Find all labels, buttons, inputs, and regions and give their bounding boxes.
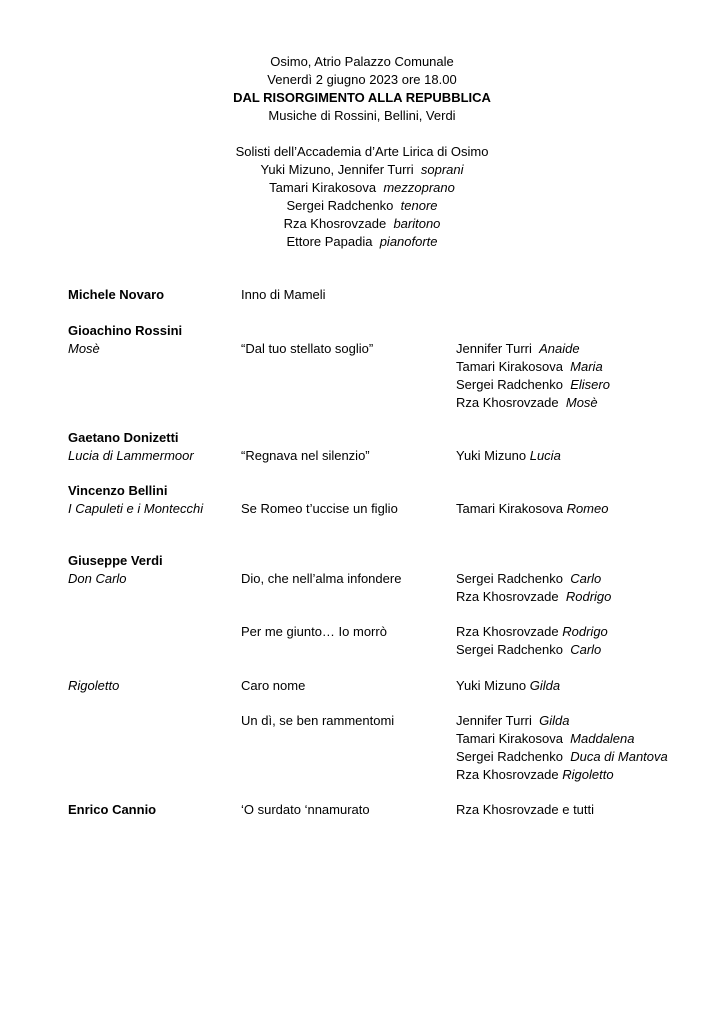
program-row bbox=[68, 641, 708, 659]
singer-name: Tamari Kirakosova bbox=[456, 501, 563, 516]
singer-name: Rza Khosrovzade bbox=[456, 624, 559, 639]
piece-title: Per me giunto… Io morrò bbox=[241, 624, 387, 639]
cast-line bbox=[456, 394, 716, 412]
concert-subtitle: Musiche di Rossini, Bellini, Verdi bbox=[268, 108, 456, 123]
singer-name: Rza Khosrovzade bbox=[456, 767, 559, 782]
piece-title: Un dì, se ben rammentomi bbox=[241, 713, 395, 728]
program-row bbox=[68, 766, 708, 784]
piece-title: Se Romeo t’uccise un figlio bbox=[241, 501, 398, 516]
program-row bbox=[68, 730, 708, 748]
composer-name: Giuseppe Verdi bbox=[68, 553, 163, 568]
spacer bbox=[0, 125, 724, 143]
program-row bbox=[68, 482, 708, 500]
singer-name: Rza Khosrovzade bbox=[456, 395, 559, 410]
cast-line bbox=[456, 641, 716, 659]
singer-name: Sergei Radchenko bbox=[456, 642, 563, 657]
composer-name: Gaetano Donizetti bbox=[68, 430, 179, 445]
performer-line bbox=[0, 215, 724, 233]
program-row bbox=[68, 376, 708, 394]
role-name: Anaide bbox=[539, 341, 580, 356]
composer-name: Gioachino Rossini bbox=[68, 323, 183, 338]
performer-line bbox=[0, 161, 724, 179]
program-row bbox=[68, 429, 708, 447]
program-row bbox=[68, 322, 708, 340]
opera-title: Don Carlo bbox=[68, 571, 127, 586]
piece-title: Caro nome bbox=[241, 678, 306, 693]
performer-line bbox=[0, 197, 724, 215]
program-row bbox=[68, 623, 708, 641]
program-row bbox=[68, 588, 708, 606]
program-row bbox=[68, 712, 708, 730]
composer-name: Michele Novaro bbox=[68, 287, 165, 302]
role-name: Elisero bbox=[570, 377, 610, 392]
singer-name: Jennifer Turri bbox=[456, 341, 532, 356]
opera-title: Lucia di Lammermoor bbox=[68, 448, 194, 463]
performers-line: Rza Khosrovzade e tutti bbox=[456, 802, 595, 817]
performer-line bbox=[0, 179, 724, 197]
role-name: Duca di Mantova bbox=[570, 749, 668, 764]
cast-line bbox=[456, 500, 716, 518]
program-row bbox=[68, 447, 708, 465]
performer-line bbox=[0, 233, 724, 251]
role-name: Mosè bbox=[565, 395, 598, 410]
singer-name: Sergei Radchenko bbox=[456, 571, 563, 586]
program-row bbox=[68, 394, 708, 412]
performer-names: Yuki Mizuno, Jennifer Turri bbox=[260, 162, 414, 177]
performer-role: pianoforte bbox=[379, 234, 438, 249]
role-name: Rodrigo bbox=[562, 624, 608, 639]
concert-title: DAL RISORGIMENTO ALLA REPUBBLICA bbox=[233, 90, 491, 105]
program-row bbox=[68, 748, 708, 766]
performer-names: Rza Khosrovzade bbox=[283, 216, 387, 231]
cast-line bbox=[456, 588, 716, 606]
role-name: Romeo bbox=[566, 501, 609, 516]
cast-line bbox=[456, 447, 716, 465]
role-name: Rigoletto bbox=[562, 767, 614, 782]
program-row bbox=[68, 286, 708, 304]
program-row bbox=[68, 570, 708, 588]
concert-date: Venerdì 2 giugno 2023 ore 18.00 bbox=[267, 72, 457, 87]
singer-name: Yuki Mizuno bbox=[456, 448, 527, 463]
performer-names: Sergei Radchenko bbox=[286, 198, 394, 213]
opera-title: Rigoletto bbox=[68, 678, 120, 693]
cast-line bbox=[456, 358, 716, 376]
program-row bbox=[68, 500, 708, 518]
role-name: Gilda bbox=[539, 713, 570, 728]
cast-line bbox=[456, 570, 716, 588]
cast-line bbox=[456, 766, 716, 784]
role-name: Rodrigo bbox=[565, 589, 612, 604]
opera-title: I Capuleti e i Montecchi bbox=[68, 501, 204, 516]
opera-title: Mosè bbox=[68, 341, 100, 356]
concert-header bbox=[0, 53, 724, 251]
performer-role: mezzoprano bbox=[383, 180, 455, 195]
role-name: Carlo bbox=[570, 571, 602, 586]
cast-line bbox=[456, 748, 716, 766]
role-name: Maria bbox=[570, 359, 603, 374]
cast-line bbox=[456, 623, 716, 641]
ensemble-name: Solisti dell’Accademia d’Arte Lirica di Osimo bbox=[235, 144, 489, 159]
cast-line bbox=[456, 677, 716, 695]
cast-line bbox=[456, 376, 716, 394]
piece-title: Inno di Mameli bbox=[241, 287, 326, 302]
singer-name: Yuki Mizuno bbox=[456, 678, 527, 693]
singer-name: Rza Khosrovzade bbox=[456, 589, 559, 604]
piece-title: “Dal tuo stellato soglio” bbox=[241, 341, 374, 356]
singer-name: Jennifer Turri bbox=[456, 713, 532, 728]
performer-role: soprani bbox=[420, 162, 464, 177]
program-row bbox=[68, 358, 708, 376]
singer-name: Tamari Kirakosova bbox=[456, 731, 563, 746]
piece-title: Dio, che nell’alma infondere bbox=[241, 571, 402, 586]
cast-line bbox=[456, 340, 716, 358]
singer-name: Sergei Radchenko bbox=[456, 377, 563, 392]
role-name: Maddalena bbox=[570, 731, 635, 746]
program-row bbox=[68, 677, 708, 695]
role-name: Gilda bbox=[529, 678, 561, 693]
composer-name: Enrico Cannio bbox=[68, 802, 157, 817]
piece-title: “Regnava nel silenzio” bbox=[241, 448, 370, 463]
singer-name: Sergei Radchenko bbox=[456, 749, 563, 764]
role-name: Carlo bbox=[570, 642, 602, 657]
cast-line bbox=[456, 730, 716, 748]
performer-names: Ettore Papadia bbox=[286, 234, 373, 249]
performer-role: baritono bbox=[393, 216, 441, 231]
performer-role: tenore bbox=[400, 198, 438, 213]
performer-names: Tamari Kirakosova bbox=[269, 180, 377, 195]
singer-name: Tamari Kirakosova bbox=[456, 359, 563, 374]
composer-name: Vincenzo Bellini bbox=[68, 483, 168, 498]
piece-title: ‘O surdato ‘nnamurato bbox=[241, 802, 370, 817]
venue: Osimo, Atrio Palazzo Comunale bbox=[270, 54, 454, 69]
program-row bbox=[68, 340, 708, 358]
program-list bbox=[68, 284, 708, 819]
program-row bbox=[68, 801, 708, 819]
program-row bbox=[68, 552, 708, 570]
cast-line bbox=[456, 712, 716, 730]
role-name: Lucia bbox=[529, 448, 561, 463]
